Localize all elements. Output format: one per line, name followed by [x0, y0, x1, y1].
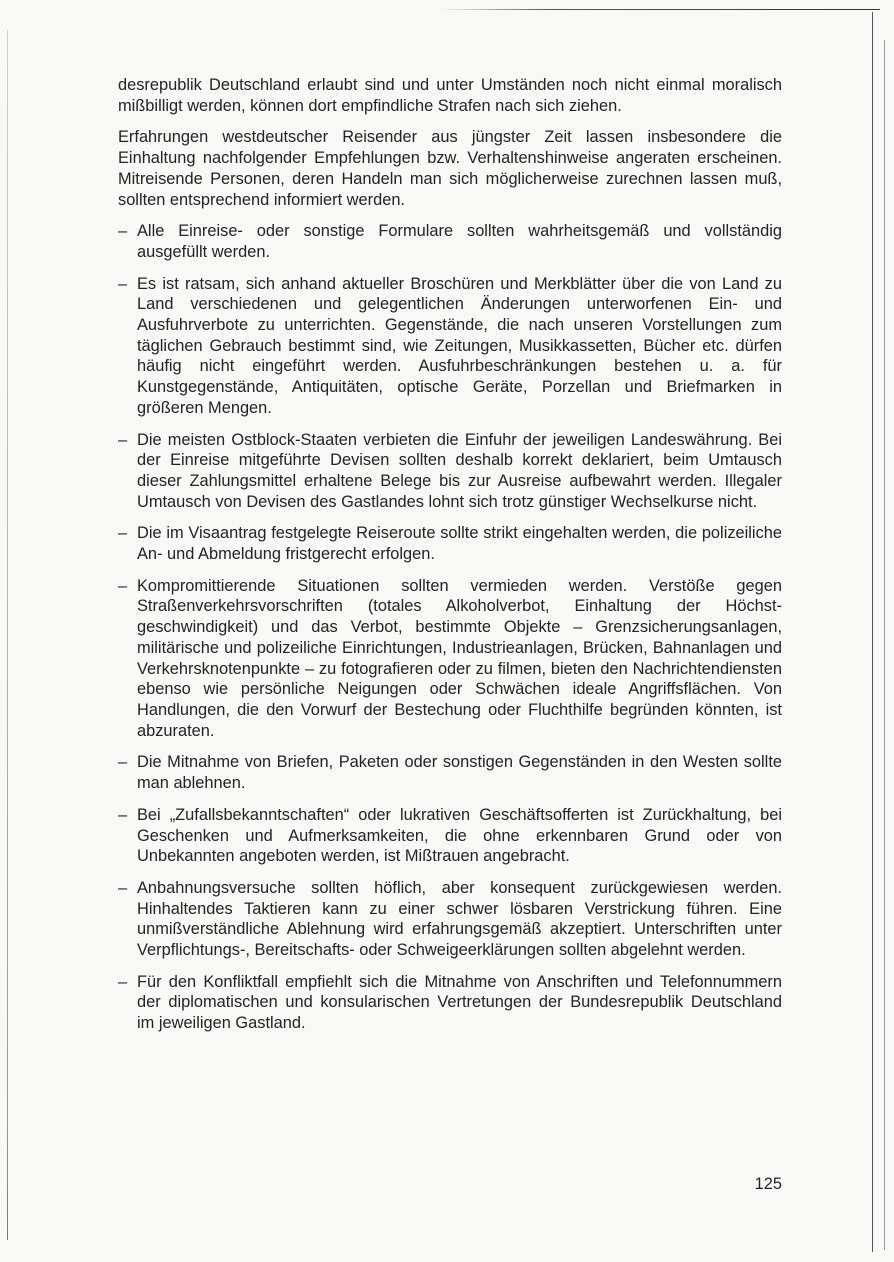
list-item-text: Die Mitnahme von Briefen, Paketen oder sonstigen Gegenständen in den Westen sollte man ablehnen. — [137, 753, 782, 793]
list-dash: – — [118, 805, 128, 824]
list-item — [118, 221, 782, 262]
list-item — [118, 878, 782, 961]
list-dash: – — [118, 274, 128, 293]
list-item-text: Es ist ratsam, sich anhand aktueller Broschüren und Merkblätter über die von Land zu Land verschiedenen und gelegentlichen Änderungen unterworfenen Ein- und Ausfuhrverbote zu unterrichten. Gegenstände, die nach unseren Vorstellungen zum täglichen Gebrauch bestimmt sind, wie Zeitungen, Musikkassetten, Bücher etc. dürfen häufig nicht eingeführt werden. Ausfuhrbeschränkungen bestehen u. a. für Kunstgegenstände, Antiquitäten, optische Geräte, Porzellan und Briefmarken in größeren Mengen. — [137, 274, 782, 417]
list-item-text: Für den Konfliktfall empfiehlt sich die Mitnahme von Anschriften und Telefonnummern der diplomatischen und konsularischen Vertretungen der Bundesrepublik Deutschland im jeweiligen Gastland. — [137, 972, 782, 1033]
list-item — [118, 805, 782, 867]
list-item-text: Die meisten Ostblock-Staaten verbieten die Einfuhr der jeweiligen Landeswährung. Bei der Einreise mitgeführte Devisen sollten deshalb korrekt deklariert, beim Umtausch dieser Zahlungsmittel erhaltene Belege bis zur Ausreise aufbewahrt werden. Illegaler Umtausch von Devisen des Gastlandes lohnt sich trotz günstiger Wechselkurse nicht. — [137, 430, 782, 511]
list-item — [118, 523, 782, 564]
list-item — [118, 752, 782, 793]
page-number: 125 — [754, 1175, 782, 1193]
list-dash: – — [118, 972, 128, 991]
list-item — [118, 274, 782, 419]
list-item-text: Alle Einreise- oder sonstige Formulare sollten wahrheitsgemäß und vollständig ausgefüllt werden. — [137, 222, 782, 261]
list-item-text: Bei „Zufallsbekanntschaften“ oder lukrativen Geschäftsofferten ist Zurückhaltung, bei Geschenken und Aufmerksamkeiten, die ohne erkennbaren Grund oder von Unbekannten angeboten werden, ist Mißtrauen angebracht. — [137, 805, 782, 866]
list-dash: – — [118, 753, 128, 772]
list-item-text: Kompromittierende Situationen sollten vermieden werden. Verstöße gegen Straßenverkehrsvorschriften (totales Alkoholverbot, Einhaltung der Höchstgeschwindigkeit) und das Verbot, bestimmte Objekte – Grenzsicherungsanlagen, militärische und polizeiliche Einrichtungen, Industrieanlagen, Brücken, Bahnanlagen und Verkehrsknotenpunkte – zu fotografieren oder zu filmen, bieten den Nachrichtendiensten ebenso wie persönliche Neigungen oder Schwächen ideale Angriffsflächen. Von Handlungen, die den Vorwurf der Bestechung oder Fluchthilfe begründen könnten, ist abzuraten. — [137, 576, 782, 740]
list-item-text: Anbahnungsversuche sollten höflich, aber konsequent zurückgewiesen werden. Hinhaltendes Taktieren kann zu einer schwer lösbaren Verstrickung führen. Eine unmißverständliche Ablehnung wird erfahrungsgemäß akzeptiert. Unterschriften unter Verpflichtungs-, Bereitschafts- oder Schweigeerklärungen sollten abgelehnt werden. — [137, 878, 782, 960]
list-item-text: Die im Visaantrag festgelegte Reiseroute sollte strikt eingehalten werden, die polizeiliche An- und Abmeldung fristgerecht erfolgen. — [137, 524, 782, 564]
list-item — [118, 972, 782, 1034]
scan-edge-left — [7, 30, 8, 1240]
list-dash: – — [118, 222, 128, 241]
scan-edge-top — [440, 9, 880, 10]
scan-edge-right — [872, 12, 873, 1252]
scan-edge-right-outer — [884, 40, 885, 1250]
list-dash: – — [118, 576, 128, 595]
paragraph-intro: Erfahrungen westdeutscher Reisender aus jüngster Zeit lassen insbesondere die Einhaltung nachfolgender Empfehlungen bzw. Verhaltenshinweise angeraten erscheinen. Mitreisende Personen, deren Handeln man sich möglicherweise zurechnen lassen muß, sollten entsprechend informiert werden. — [118, 128, 782, 209]
list-dash: – — [118, 524, 128, 543]
paragraph-continuation: desrepublik Deutschland erlaubt sind und unter Umständen noch nicht einmal moralisch mißbilligt werden, können dort empfindliche Strafen nach sich ziehen. — [118, 76, 782, 115]
page-body — [118, 75, 782, 1045]
list-item — [118, 576, 782, 742]
list-dash: – — [118, 878, 128, 897]
list-dash: – — [118, 430, 128, 449]
list-item — [118, 430, 782, 513]
